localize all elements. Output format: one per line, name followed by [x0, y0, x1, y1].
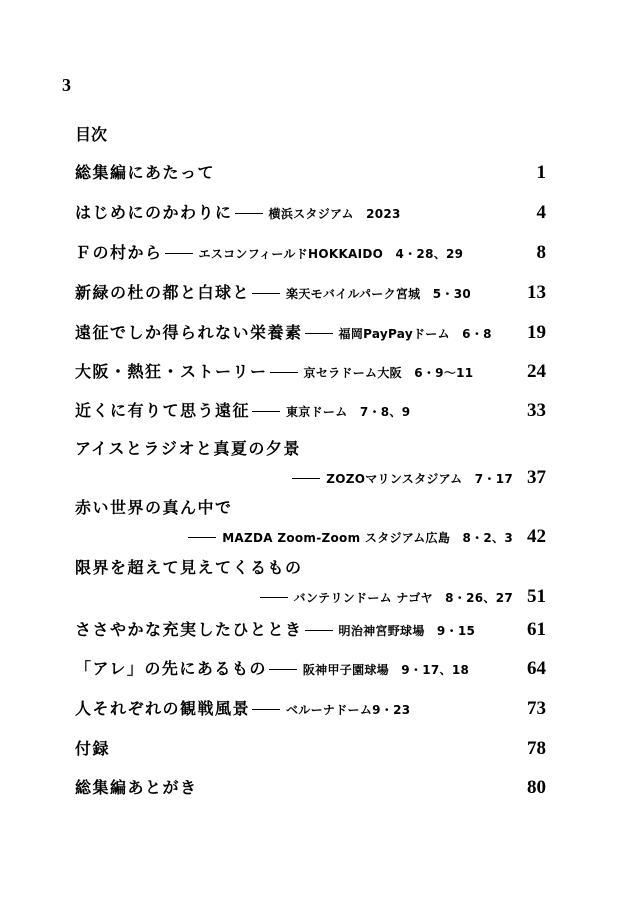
toc-entry[interactable]	[75, 696, 546, 720]
toc-entry-title: 総集編あとがき	[75, 778, 198, 797]
toc-entry-title: 大阪・熱狂・ストーリー	[75, 362, 268, 381]
toc-entry[interactable]	[75, 775, 546, 799]
toc-entry-subtitle: ZOZOマリンスタジアム 7・17	[326, 472, 513, 486]
page-number: 3	[62, 75, 71, 95]
toc-entry-page: 42	[527, 526, 546, 547]
toc-entry[interactable]	[75, 736, 546, 760]
toc-entry[interactable]	[75, 240, 546, 264]
toc-entry-title: Ｆの村から	[75, 243, 163, 262]
dash-separator	[188, 537, 216, 538]
toc-entry-subtitle: ベルーナドーム9・23	[286, 703, 411, 717]
toc-entry[interactable]	[75, 656, 546, 680]
toc-entry-title: 新緑の杜の都と白球と	[75, 283, 251, 302]
toc-entry-title: 近くに有りて思う遠征	[75, 401, 251, 420]
toc-entry[interactable]	[75, 160, 546, 184]
toc-entry[interactable]	[75, 436, 546, 489]
toc-entry-subtitle: 福岡PayPayドーム 6・8	[338, 327, 492, 341]
toc-entry-subtitle: バンテリンドーム ナゴヤ 8・26、27	[293, 591, 513, 605]
toc-entry-subtitle: 横浜スタジアム 2023	[268, 207, 401, 221]
toc-entry[interactable]	[75, 200, 546, 224]
dash-separator	[235, 213, 263, 214]
toc-entry-subtitle: 楽天モバイルパーク宮城 5・30	[286, 287, 472, 301]
toc-entry-page: 37	[527, 467, 546, 488]
dash-separator	[305, 333, 333, 334]
toc-entry-title: 付録	[75, 739, 111, 758]
toc-entry-subtitle: エスコンフィールドHOKKAIDO 4・28、29	[198, 247, 464, 261]
dash-separator	[292, 478, 320, 479]
toc-entry[interactable]	[75, 555, 546, 608]
dash-separator	[252, 411, 280, 412]
toc-entry-page: 24	[527, 361, 546, 382]
toc-entry-title: はじめにのかわりに	[75, 203, 233, 222]
toc-entry-page: 13	[527, 282, 546, 303]
toc-entry-title: アイスとラジオと真夏の夕景	[75, 439, 301, 458]
dash-separator	[305, 630, 333, 631]
dash-separator	[252, 293, 280, 294]
toc-entry-page: 64	[527, 658, 546, 679]
toc-entry-subtitle: 阪神甲子園球場 9・17、18	[302, 663, 470, 677]
toc-entry[interactable]	[75, 359, 546, 383]
toc-entry-title: 遠征でしか得られない栄養素	[75, 323, 303, 342]
toc-entry[interactable]	[75, 617, 546, 641]
toc-entry-page: 61	[527, 619, 546, 640]
toc-entry-page: 1	[536, 162, 546, 183]
toc-entry-title: ささやかな充実したひととき	[75, 620, 303, 639]
dash-separator	[165, 253, 193, 254]
toc-heading: 目次	[75, 125, 108, 144]
toc-entry-page: 78	[527, 738, 546, 759]
toc-entry-subtitle: 東京ドーム 7・8、9	[286, 405, 411, 419]
toc-entry-page: 73	[527, 698, 546, 719]
dash-separator	[270, 372, 298, 373]
toc-entry[interactable]	[75, 320, 546, 344]
toc-entry-title: 「アレ」の先にあるもの	[75, 659, 267, 678]
toc-entry[interactable]	[75, 495, 546, 548]
toc-entry-subtitle: 明治神宮野球場 9・15	[338, 624, 476, 638]
toc-entry-subtitle: MAZDA Zoom-Zoom スタジアム広島 8・2、3	[222, 531, 513, 545]
toc-entry[interactable]	[75, 280, 546, 304]
toc-entry-title: 限界を超えて見えてくるもの	[75, 558, 303, 577]
toc-entry-page: 8	[536, 242, 546, 263]
toc-entry-page: 51	[527, 586, 546, 607]
dash-separator	[269, 669, 297, 670]
toc-entry-subtitle: 京セラドーム大阪 6・9～11	[303, 366, 474, 380]
toc-entry-page: 80	[527, 777, 546, 798]
toc-entry-title: 赤い世界の真ん中で	[75, 498, 233, 517]
toc-entry-title: 人それぞれの観戦風景	[75, 699, 251, 718]
toc-entry-page: 4	[536, 202, 546, 223]
toc-entry-page: 19	[527, 322, 546, 343]
toc-entry[interactable]	[75, 398, 546, 422]
dash-separator	[252, 709, 280, 710]
toc-entry-page: 33	[527, 400, 546, 421]
toc-entry-title: 総集編にあたって	[75, 163, 216, 182]
dash-separator	[260, 597, 288, 598]
